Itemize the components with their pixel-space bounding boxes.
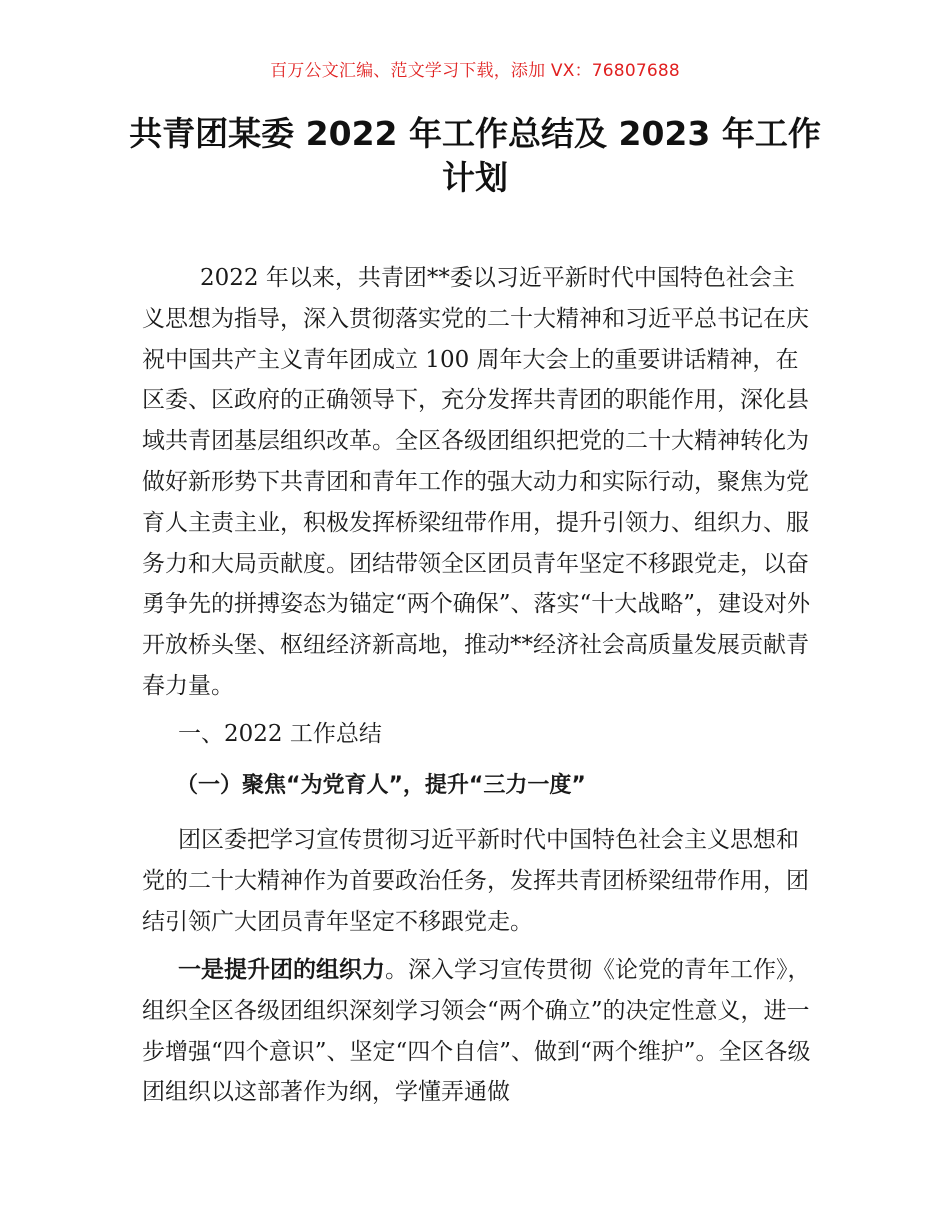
header-banner: 百万公文汇编、范文学习下载，添加 VX：76807688	[270, 61, 680, 81]
subsection-paragraph: 团区委把学习宣传贯彻习近平新时代中国特色社会主义思想和党的二十大精神作为首要政治任务，发挥共青团桥梁纽带作用，团结引领广大团员青年坚定不移跟党走。	[142, 827, 809, 935]
intro-paragraph: 2022 年以来，共青团**委以习近平新时代中国特色社会主义思想为指导，深入贯彻落实党的二十大精神和习近平总书记在庆祝中国共产主义青年团成立 100 周年大会上的重要讲话精神，在区委、区政府的正确领导下，充分发挥共青团的职能作用，深化县域共青团基层组织改革。全区各级团组织把党的二十大精神转化为做好新形势下共青团和青年工作的强大动力和实际行动，聚焦为党育人主责主业，积极发挥桥梁纽带作用，提升引领力、组织力、服务力和大局贡献度。团结带领全区团员青年坚定不移跟党走，以奋勇争先的拼搏姿态为锚定“两个确保”、落实“十大战略”，建设对外开放桥头堡、枢纽经济新高地，推动**经济社会高质量发展贡献青春力量。	[142, 265, 811, 699]
subsection-heading: （一）聚焦“为党育人”，提升“三力一度”	[176, 773, 586, 798]
document-title: 共青团某委 2022 年工作总结及 2023 年工作计划	[129, 114, 821, 197]
point-lead: 一是提升团的组织力	[178, 957, 385, 983]
section-heading-summary: 一、2022 工作总结	[178, 721, 382, 747]
point-text: 。深入学习宣传贯彻《论党的青年工作》，组织全区各级团组织深刻学习领会“两个确立”的决定性意义，进一步增强“四个意识”、坚定“四个自信”、做到“两个维护”。全区各级团组织以这部著作为纲，学懂弄通做	[142, 957, 811, 1106]
point-paragraph	[142, 950, 814, 1113]
